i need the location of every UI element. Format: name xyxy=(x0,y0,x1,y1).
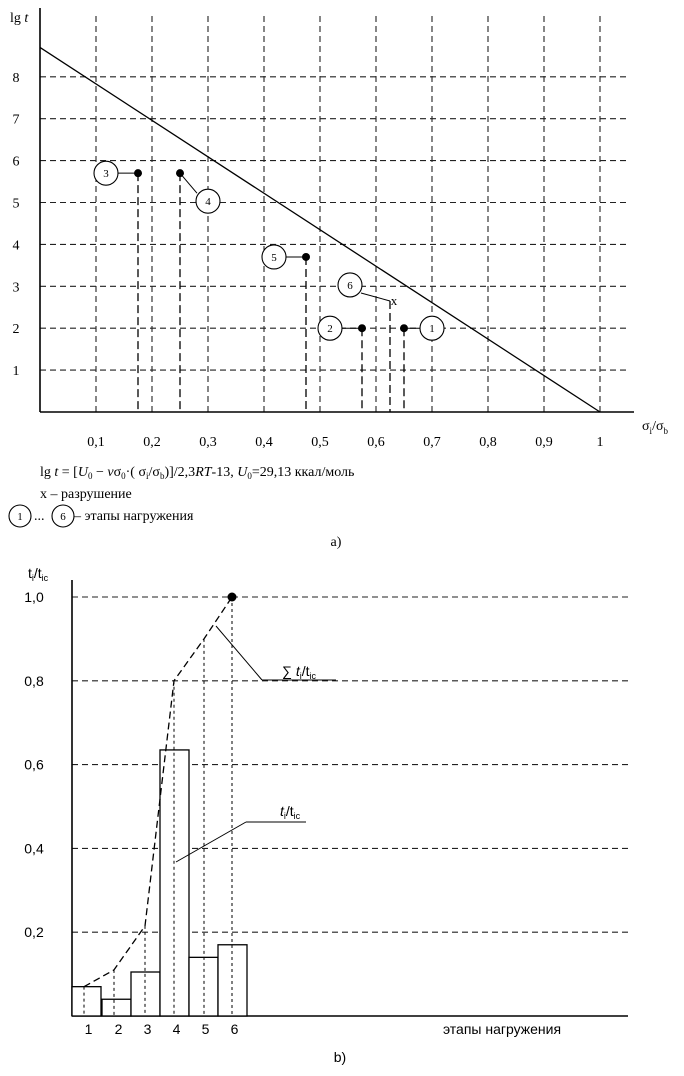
y-tick-label: 7 xyxy=(12,112,20,128)
x-tick-label: 1 xyxy=(84,1021,93,1037)
x-tick-label: 1 xyxy=(596,435,604,450)
sum-label-t: t xyxy=(295,663,300,679)
chart-b xyxy=(24,565,628,1065)
legend-stage-last: 6 xyxy=(60,511,66,523)
y-axis-label-i: i xyxy=(31,573,34,583)
x-tick-label: 3 xyxy=(143,1021,152,1037)
formula-subi: i xyxy=(146,471,149,481)
legend-stage-first: 1 xyxy=(17,511,23,523)
formula xyxy=(40,465,354,481)
x-axis-label: этапы нагружения xyxy=(442,1021,562,1037)
formula-slash: /σ xyxy=(148,465,160,480)
x-tick-label: 5 xyxy=(201,1021,210,1037)
x-tick-label: 0,8 xyxy=(479,435,497,450)
y-tick-label: 3 xyxy=(12,280,20,296)
sum-leader xyxy=(216,626,262,680)
cumulative-end-point xyxy=(228,593,237,602)
y-axis-label xyxy=(28,565,49,583)
stage-connector xyxy=(180,173,197,193)
sum-label-sigma: ∑ xyxy=(282,663,296,679)
formula-eq: = [ xyxy=(58,465,78,480)
sum-label-slash: /t xyxy=(301,663,310,679)
y-tick-label: 0,2 xyxy=(24,924,44,941)
y-tick-label: 2 xyxy=(12,322,20,338)
formula-subb: b xyxy=(159,471,165,481)
x-axis-label-slash: /σ xyxy=(652,419,664,434)
formula-U2: U xyxy=(237,465,248,480)
stage-label: 2 xyxy=(327,323,333,336)
y-tick-label: 6 xyxy=(12,154,20,170)
formula-sub0c: 0 xyxy=(247,471,252,481)
y-axis-label-ic: ic xyxy=(41,573,49,583)
sum-label-i: i xyxy=(299,671,302,681)
cumulative-line xyxy=(84,597,232,987)
x-tick-label: 0,3 xyxy=(199,435,217,450)
formula-value: =29,13 ккал/моль xyxy=(251,465,355,480)
stage-label: 4 xyxy=(205,196,211,209)
x-tick-label: 4 xyxy=(172,1021,181,1037)
x-tick-label: 0,1 xyxy=(87,435,105,450)
legend-failure: x – разрушение xyxy=(40,487,132,502)
formula-paren: ·( σ xyxy=(125,465,147,480)
legend-stages-text: – этапы нагружения xyxy=(74,509,194,524)
formula-nu: ν xyxy=(107,465,114,480)
bar xyxy=(102,999,131,1016)
x-axis-label-sub-i: i xyxy=(649,426,653,436)
x-tick-label: 6 xyxy=(230,1021,239,1037)
y-tick-label: 5 xyxy=(12,196,20,212)
chart-a xyxy=(9,8,669,550)
x-tick-label: 0,9 xyxy=(535,435,553,450)
formula-t: t xyxy=(54,465,59,480)
y-tick-label: 0,8 xyxy=(24,672,44,689)
formula-lg: lg xyxy=(40,465,55,480)
y-tick-label: 0,6 xyxy=(24,756,44,773)
x-axis-label-sigma: σ xyxy=(642,419,650,434)
legend-dots: ... xyxy=(34,509,45,524)
sum-label-ic: ic xyxy=(309,671,317,681)
sum-label xyxy=(282,663,317,681)
ratio-label-ic: ic xyxy=(293,811,301,821)
y-axis-label-t: t xyxy=(24,11,29,26)
x-tick-label: 0,5 xyxy=(311,435,329,450)
formula-RT: RT xyxy=(195,465,212,480)
y-tick-label: 1 xyxy=(12,364,20,380)
x-axis-label xyxy=(642,419,669,436)
formula-U: U xyxy=(77,465,88,480)
y-axis-label-lg: lg xyxy=(10,11,25,26)
ratio-label-t: t xyxy=(280,803,284,819)
formula-13: -13, xyxy=(211,465,238,480)
y-axis-label-t: t xyxy=(28,565,32,581)
formula-sub0: 0 xyxy=(87,471,93,481)
stage-label: 3 xyxy=(103,168,109,181)
ratio-label xyxy=(280,803,301,821)
bar xyxy=(72,987,101,1016)
stage-label: 5 xyxy=(271,251,277,264)
y-tick-label: 1,0 xyxy=(24,589,44,605)
stage-label: 1 xyxy=(429,323,435,336)
ratio-label-i: i xyxy=(283,811,286,821)
ratio-label-slash: /t xyxy=(285,803,294,819)
failure-marker: x xyxy=(390,292,398,308)
panel-label-b: b) xyxy=(333,1049,347,1065)
x-tick-label: 2 xyxy=(114,1021,123,1037)
formula-div: )]/2,3 xyxy=(164,465,196,480)
y-tick-label: 4 xyxy=(12,238,20,254)
formula-sub0b: 0 xyxy=(121,471,126,481)
stage-label: 6 xyxy=(347,279,353,292)
x-tick-label: 0,6 xyxy=(367,435,385,450)
panel-label-a: a) xyxy=(330,535,342,550)
y-tick-label: 0,4 xyxy=(24,840,44,857)
x-tick-label: 0,2 xyxy=(143,435,161,450)
y-axis-label-slash: /t xyxy=(33,565,42,581)
x-tick-label: 0,7 xyxy=(423,435,441,450)
formula-sigma0: σ xyxy=(113,465,122,480)
x-tick-label: 0,4 xyxy=(255,435,273,450)
y-tick-label: 8 xyxy=(12,70,20,86)
y-axis-label xyxy=(10,11,29,26)
formula-minus: − xyxy=(92,465,108,480)
x-axis-label-sub-b: b xyxy=(663,426,668,436)
